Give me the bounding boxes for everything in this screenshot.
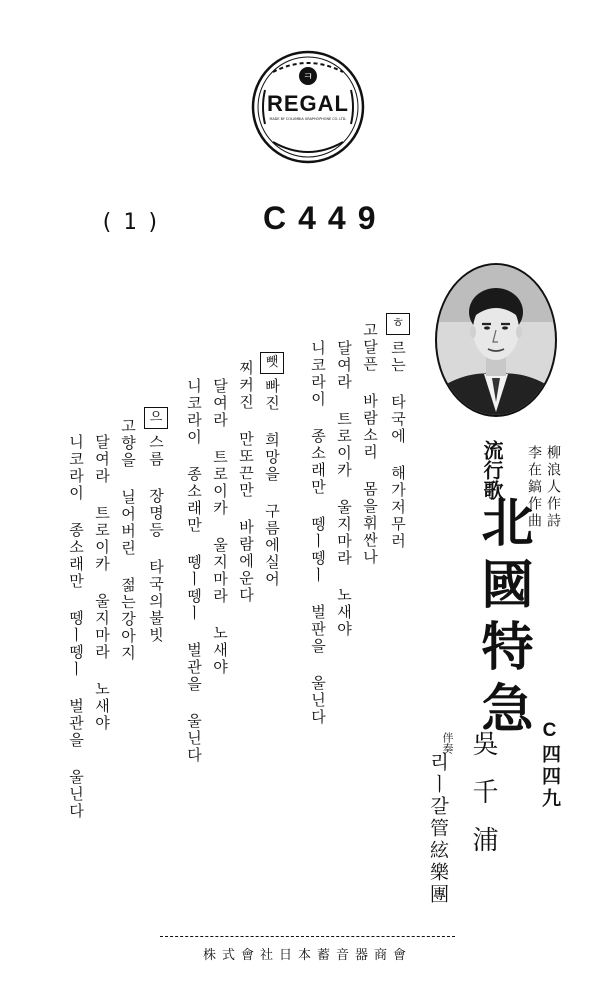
song-title: 北國特急 [472,495,533,743]
catalog-number: C449 [263,200,388,236]
portrait-photo [434,262,558,418]
catalog-number-vertical: C四四九 [539,720,560,810]
verse-2-line-2: 찌커진 만또끈만 바람에운다 [237,360,255,604]
sheet-number: (1) [100,210,170,235]
lyricist-credit: 柳浪人作詩 [545,445,561,530]
publisher-name: 株式會社日本蓄音器商會 [202,948,412,963]
label-badge-glyph: ㅋ [302,70,314,83]
verse-3-line-3: 달여라 트로이카 울지마라 노새야 [93,434,111,732]
verse-3-line-2: 고향을 닐어버린 젊는강아지 [119,418,137,662]
verse-1-line-3: 달여라 트로이카 울지마라 노새야 [335,340,353,638]
verse-2-line-3: 달여라 트로이카 울지마라 노새야 [211,378,229,676]
verse-2-line-4: 니코라이 종소래만 뗑ㅣ뗑ㅣ 벌관을 울닌다 [185,378,203,764]
singer-portrait [434,262,558,418]
label-brand: REGAL [267,91,349,116]
verse-3-marker: 으 [144,407,168,429]
footer-divider [160,936,455,937]
composer-credit: 李在鎬作曲 [526,445,542,530]
record-label-graphic [251,50,365,164]
genre-label: 流行歌 [480,440,504,500]
label-subtext: MADE BY COLUMBIA GRAPHOPHONE CO. LTD. [269,117,347,121]
regal-record-label [251,50,365,164]
verse-1-line-1: 르는 타국에 해가저무러 [389,340,407,550]
verse-1-marker: ㅎ [386,313,410,335]
singer-name: 吳千浦 [468,730,498,874]
verse-3-line-4: 니코라이 종소래만 뗑ㅣ뗑ㅣ 벌관을 울닌다 [67,434,85,820]
verse-2-marker: 뺏 [260,352,284,374]
verse-1-line-4: 니코라이 종소래만 뗑ㅣ뗑ㅣ 벌판을 울닌다 [309,340,327,726]
verse-2-line-1: 빠진 희망을 구름에실어 [263,378,281,588]
verse-1-line-2: 고달픈 바람소리 몸을휘싼나 [361,322,379,566]
verse-3-line-1: 스름 장명등 타국의불빗 [147,434,165,644]
accompaniment-label: 伴奏 [441,732,454,754]
orchestra-name: 리ㅣ갈管絃樂團 [427,752,449,906]
